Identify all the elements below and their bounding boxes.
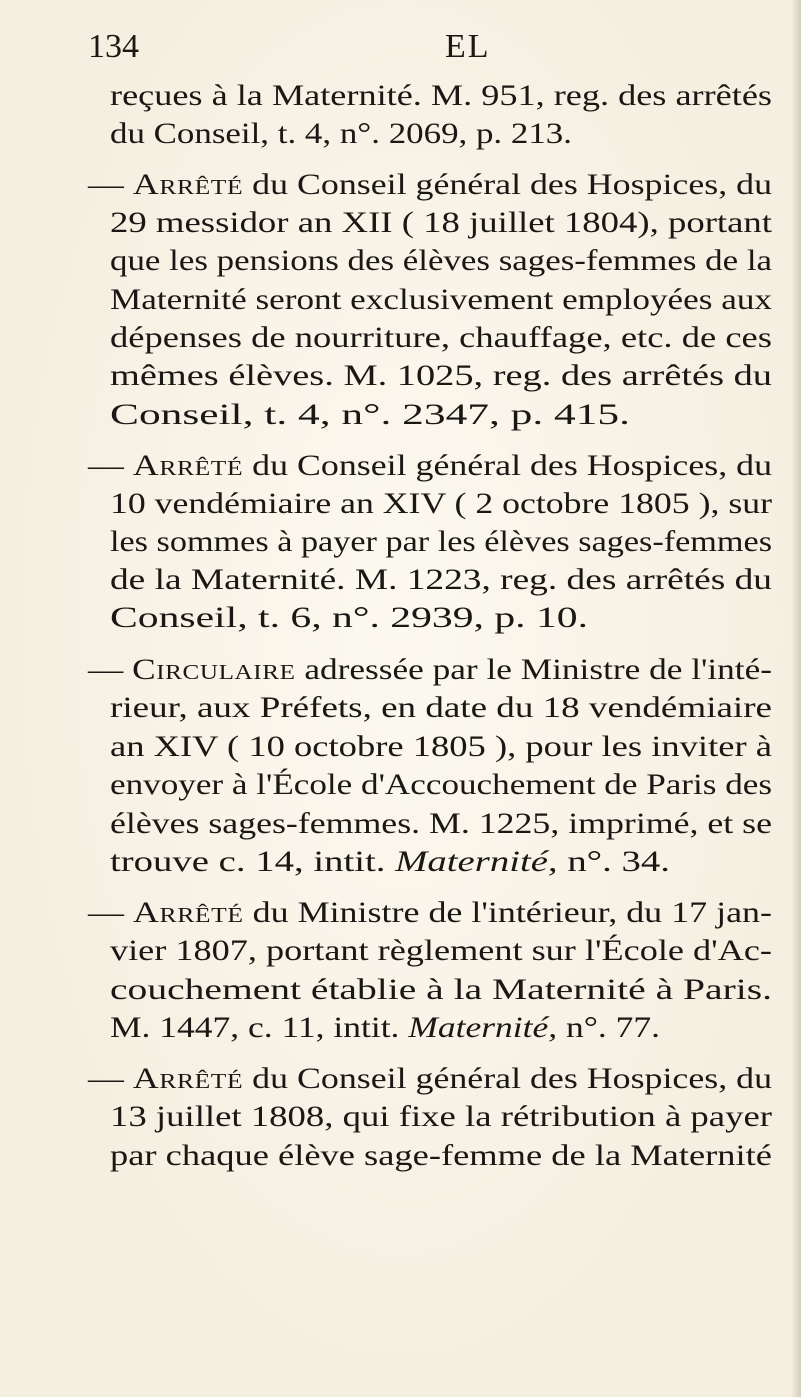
text-segment: — [88,654,133,686]
text-segment: 29 messidor an XII ( 18 juillet 1804), portant [110,207,773,239]
text-segment: vier 1807, portant règlement sur l'École d'Ac- [110,935,772,967]
text-line-14 [110,600,588,636]
text-segment: du Ministre de l'intérieur, du 17 jan- [243,897,773,929]
text-segment: envoyer à l'École d'Accouchement de Paris des [110,769,773,801]
text-segment: élèves sages-femmes. M. 1225, imprimé, et se [110,808,772,840]
text-line-5 [110,243,772,279]
text-line-27 [110,1138,772,1174]
entry-type-label: Circulaire [132,654,296,686]
text-line-11 [110,486,772,522]
italic-title: Maternité, [408,1012,558,1044]
entry-type-label: Arrêté [132,897,244,929]
page-header [88,28,558,72]
text-segment: reçues à la Maternité. M. 951, reg. des arrêtés [110,80,773,112]
text-line-21 [88,895,772,931]
text-segment: par chaque élève sage-femme de la Maternité [110,1140,772,1172]
text-line-22 [110,933,772,969]
text-segment: adressée par le Ministre de l'inté- [295,654,772,686]
text-segment: que les pensions des élèves sages-femmes de la [110,245,773,277]
text-line-16 [110,690,772,726]
entry-type-label: Arrêté [132,1063,244,1095]
text-segment: Maternité seront exclusivement employées aux [110,284,772,316]
text-segment: les sommes à payer par les élèves sages-femmes [110,526,773,558]
text-segment: n°. 77. [557,1012,660,1044]
entry-type-label: Arrêté [132,450,244,482]
text-line-4 [110,205,772,241]
text-segment: n°. 34. [557,846,670,878]
running-head: EL [445,28,491,65]
text-segment: Conseil, t. 6, n°. 2939, p. 10. [110,602,588,634]
text-line-8 [110,358,772,394]
text-line-7 [110,320,772,356]
text-line-1 [110,78,772,114]
text-line-15 [88,652,772,688]
page-edge-shadow [791,0,801,1397]
text-segment: — [88,169,133,201]
text-segment: — [88,1063,133,1095]
text-segment: 10 vendémiaire an XIV ( 2 octobre 1805 ), sur [110,488,772,520]
text-line-19 [110,806,772,842]
text-segment: du Conseil général des Hospices, du [243,450,773,482]
text-line-25 [88,1061,772,1097]
text-segment: du Conseil général des Hospices, du [243,1063,773,1095]
text-line-3 [88,167,772,203]
page-number: 134 [88,28,139,65]
text-segment: — [88,450,133,482]
text-line-24 [110,1010,660,1046]
text-line-6 [110,282,772,318]
text-line-2 [110,116,572,152]
text-segment: Conseil, t. 4, n°. 2347, p. 415. [110,399,630,431]
text-segment: de la Maternité. M. 1223, reg. des arrêtés du [110,564,772,596]
text-segment: an XIV ( 10 octobre 1805 ), pour les inviter à [110,731,772,763]
text-segment: du Conseil général des Hospices, du [243,169,773,201]
text-segment: M. 1447, c. 11, intit. [110,1012,409,1044]
text-line-20 [110,844,670,880]
text-segment: couchement établie à la Maternité à Paris. [110,974,773,1006]
text-segment: — [88,897,133,929]
text-line-17 [110,729,772,765]
text-line-9 [110,397,630,433]
text-segment: du Conseil, t. 4, n°. 2069, p. 213. [110,118,572,150]
italic-title: Maternité, [395,846,558,878]
text-line-26 [110,1099,772,1135]
text-line-13 [110,562,772,598]
entry-type-label: Arrêté [132,169,244,201]
text-segment: trouve c. 14, intit. [110,846,396,878]
text-line-10 [88,448,772,484]
text-segment: dépenses de nourriture, chauffage, etc. de ces [110,322,773,354]
text-line-18 [110,767,772,803]
text-segment: rieur, aux Préfets, en date du 18 vendémiaire [110,692,773,724]
text-segment: 13 juillet 1808, qui fixe la rétribution à payer [110,1101,773,1133]
text-line-12 [110,524,772,560]
text-line-23 [110,972,772,1008]
text-segment: mêmes élèves. M. 1025, reg. des arrêtés du [110,360,772,392]
